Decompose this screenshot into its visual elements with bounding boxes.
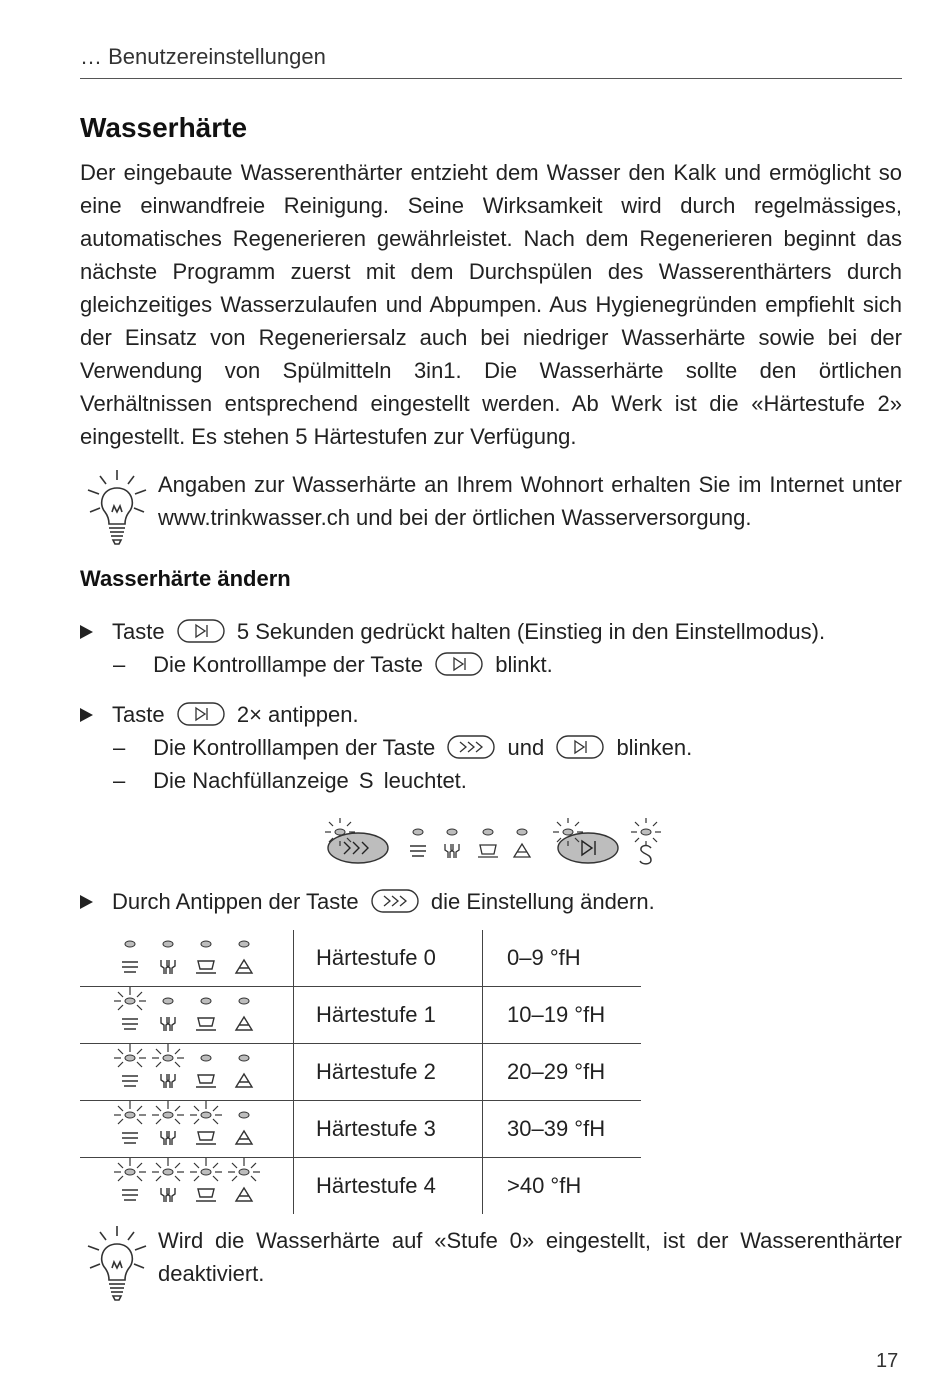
program-key-icon — [325, 818, 388, 863]
pot-icon — [114, 1158, 146, 1200]
step-1-result — [113, 648, 553, 681]
dash: – — [113, 735, 126, 760]
hardness-range: 20–29 °fH — [483, 1044, 642, 1101]
hardness-level: Härtestufe 3 — [294, 1101, 483, 1158]
result-text: Die Kontrolllampen der Taste — [153, 735, 436, 760]
result-text: blinken. — [616, 735, 693, 760]
dash: – — [113, 768, 126, 793]
hardness-level: Härtestufe 2 — [294, 1044, 483, 1101]
hardness-level: Härtestufe 1 — [294, 987, 483, 1044]
lightbulb-icon — [86, 1224, 148, 1304]
step-text: die Einstellung ändern. — [430, 889, 655, 914]
glasses-icon — [152, 1101, 184, 1145]
eco-icon — [228, 1158, 260, 1201]
table-row — [80, 1044, 641, 1101]
cup-icon — [190, 1101, 222, 1144]
intro-paragraph: Der eingebaute Wasserenthärter entzieht dem Wasser den Kalk und ermöglicht so eine einwandfreie Reinigung. Seine Wirksamkeit wird durch regelmässiges, automatisches Regenerieren gewährleistet. Nach dem Regenerieren beginnt das nächste Programm zuerst mit dem Durchspülen des Wasserenthärters durch gleichzeitiges Wasserzulaufen und Abpumpen. Aus Hygienegründen empfiehlt sich der Einsatz von Regeneriersalz auch bei niedriger Wasserhärte sowie bei der Verwendung von Spülmitteln 3in1. Die Wasserhärte sollte den örtlichen Verhältnissen entsprechend eingestellt werden. Ab Werk ist die «Härtestufe 2» eingestellt. Es stehen 5 Härtestufen zur Verfügung. — [80, 160, 902, 449]
cup-icon — [196, 941, 216, 973]
start-key-icon — [556, 735, 604, 759]
result-text: Die Kontrolllampe der Taste — [153, 652, 423, 677]
glasses-icon — [161, 941, 175, 974]
pot-icon — [410, 829, 426, 856]
eco-icon — [514, 829, 530, 857]
step-text: 5 Sekunden gedrückt halten (Einstieg in den Einstellmodus). — [236, 619, 826, 644]
step-text: Taste — [112, 702, 165, 727]
eco-icon — [236, 941, 252, 973]
program-key-icon — [447, 735, 495, 759]
eco-icon — [236, 1112, 252, 1144]
lamp-pattern-icon — [80, 1158, 280, 1208]
lamp-pattern-icon — [80, 1101, 280, 1151]
start-key-icon — [177, 619, 225, 643]
hardness-range: 30–39 °fH — [483, 1101, 642, 1158]
hardness-level: Härtestufe 4 — [294, 1158, 483, 1215]
lamp-pattern-icon — [80, 930, 280, 980]
arrow-bullet-icon — [80, 895, 93, 909]
start-key-icon — [177, 702, 225, 726]
result-text: leuchtet. — [383, 768, 467, 793]
step-text: Durch Antippen der Taste — [112, 889, 359, 914]
step-text: 2× antippen. — [236, 702, 359, 727]
glasses-icon — [445, 829, 459, 858]
eco-icon — [236, 1055, 252, 1087]
table-row — [80, 1101, 641, 1158]
lamp-pattern-icon — [80, 1044, 280, 1094]
table-row — [80, 1158, 641, 1215]
refill-indicator-icon — [631, 818, 661, 864]
subsection-title: Wasserhärte ändern — [80, 566, 291, 591]
start-key-icon — [553, 818, 618, 863]
pot-icon — [114, 1044, 146, 1086]
hardness-range: 10–19 °fH — [483, 987, 642, 1044]
page-number: 17 — [876, 1350, 899, 1372]
eco-icon — [236, 998, 252, 1030]
tip-box — [80, 1224, 902, 1294]
step-text: Taste — [112, 619, 165, 644]
arrow-bullet-icon — [80, 625, 93, 639]
lamp-pattern-icon — [80, 987, 280, 1037]
pot-icon — [122, 941, 138, 972]
glasses-icon — [161, 998, 175, 1031]
pot-icon — [114, 987, 146, 1029]
step-2-result-2 — [113, 764, 467, 797]
hardness-range: >40 °fH — [483, 1158, 642, 1215]
hardness-level: Härtestufe 0 — [294, 930, 483, 987]
hardness-table — [80, 930, 641, 1214]
running-header: … Benutzereinstellungen — [80, 44, 902, 79]
cup-icon — [478, 829, 498, 857]
refill-indicator-icon: S — [358, 768, 374, 793]
program-key-icon — [371, 889, 419, 913]
dash: – — [113, 652, 126, 677]
cup-icon — [190, 1158, 222, 1201]
step-2-result-1 — [113, 731, 692, 764]
table-row — [80, 987, 641, 1044]
cup-icon — [196, 998, 216, 1030]
result-text: blinkt. — [495, 652, 553, 677]
result-text: und — [507, 735, 545, 760]
glasses-icon — [152, 1158, 184, 1202]
tip-text: Angaben zur Wasserhärte an Ihrem Wohnort erhalten Sie im Internet unter www.trinkwasser.ch und bei der örtlichen Wasserversorgung. — [158, 472, 902, 530]
result-text: Die Nachfüllanzeige — [153, 768, 349, 793]
section-title: Wasserhärte — [80, 112, 248, 143]
cup-icon — [196, 1055, 216, 1087]
control-panel-illustration — [312, 812, 672, 870]
table-row — [80, 930, 641, 987]
pot-icon — [114, 1101, 146, 1143]
tip-text: Wird die Wasserhärte auf «Stufe 0» eingestellt, ist der Wasserenthärter deaktiviert. — [158, 1228, 902, 1286]
tip-box — [80, 468, 902, 538]
lightbulb-icon — [86, 468, 148, 548]
start-key-icon — [435, 652, 483, 676]
glasses-icon — [152, 1044, 184, 1088]
hardness-range: 0–9 °fH — [483, 930, 642, 987]
arrow-bullet-icon — [80, 708, 93, 722]
